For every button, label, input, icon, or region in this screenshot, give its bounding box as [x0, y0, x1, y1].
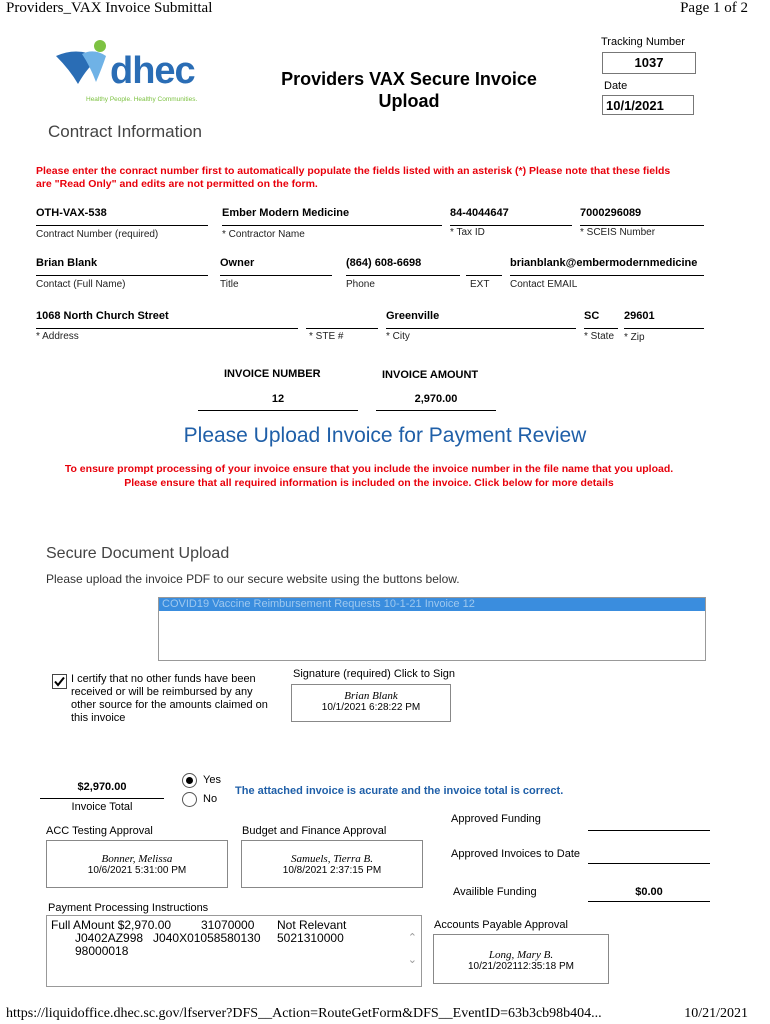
- ap-approval-label: Accounts Payable Approval: [434, 919, 568, 931]
- ste-field: [306, 310, 378, 329]
- accuracy-statement: The attached invoice is acurate and the invoice total is correct.: [235, 785, 564, 797]
- dhec-logo: [48, 36, 212, 108]
- available-funding-label: Availible Funding: [453, 886, 537, 898]
- contractor-name-field: Ember Modern Medicine: [222, 207, 442, 226]
- payment-line1-amount: Full AMount $2,970.00: [51, 918, 172, 932]
- payment-line1-note: Not Relevant: [277, 918, 347, 932]
- phone-field[interactable]: (864) 608-6698: [346, 257, 460, 276]
- payment-line2-codes: J0402AZ998 J040X01058580130: [75, 931, 261, 945]
- available-funding-field: $0.00: [588, 886, 710, 902]
- contract-number-field[interactable]: OTH-VAX-538: [36, 207, 208, 226]
- uploaded-files-list[interactable]: [158, 597, 706, 661]
- address-field: 1068 North Church Street: [36, 310, 298, 329]
- logo-tagline: Healthy People. Healthy Communities.: [86, 96, 198, 103]
- uploaded-file-item[interactable]: COVID19 Vaccine Reimbursement Requests 10-1-21 Invoice 12: [159, 598, 705, 611]
- signature-name: Brian Blank: [344, 690, 398, 702]
- sceis-number-field: 7000296089: [580, 207, 704, 226]
- contact-name-label: Contact (Full Name): [36, 279, 126, 290]
- certify-checkbox[interactable]: [52, 674, 67, 689]
- approved-funding-field: [588, 815, 710, 831]
- invoice-total-label: Invoice Total: [71, 801, 133, 813]
- phone-label: Phone: [346, 279, 375, 290]
- ext-label: EXT: [470, 279, 490, 290]
- radio-dot: [186, 777, 193, 784]
- payment-line2-code: 5021310000: [277, 931, 344, 945]
- budget-approver-name: Samuels, Tierra B.: [291, 853, 373, 865]
- contract-number-label: Contract Number (required): [36, 229, 159, 240]
- sceis-number-label: * SCEIS Number: [580, 227, 656, 238]
- no-radio-label: No: [203, 793, 218, 805]
- acc-approval-box[interactable]: [46, 840, 228, 888]
- logo-wordmark: dhec: [110, 50, 195, 92]
- state-field: SC: [584, 310, 618, 329]
- payment-processing-textarea[interactable]: [46, 915, 422, 987]
- contract-notice: Please enter the conract number first to automatically populate the fields listed with an asterisk (*) Please note that these fields are "Read Only" and edits are not permitted on the form.: [36, 165, 671, 190]
- signature-box[interactable]: [291, 684, 451, 722]
- payment-line3-code: 98000018: [75, 944, 129, 958]
- ap-approver-name: Long, Mary B.: [488, 949, 554, 961]
- no-radio[interactable]: [182, 792, 197, 807]
- form-title: [250, 68, 568, 112]
- upload-notice-line2[interactable]: Please ensure that all required information is included on the invoice. Click below for more details: [124, 477, 614, 489]
- tax-id-field: 84-4044647: [450, 207, 572, 226]
- payment-line1-code: 31070000: [201, 918, 255, 932]
- yes-radio[interactable]: [182, 773, 197, 788]
- address-label: * Address: [36, 331, 79, 342]
- approved-funding-label: Approved Funding: [451, 813, 541, 825]
- invoice-total-field: $2,970.00: [40, 781, 164, 799]
- secure-upload-heading: Secure Document Upload: [46, 545, 230, 562]
- tracking-number-field: 1037: [602, 52, 696, 74]
- page-indicator: Page 1 of 2: [680, 0, 748, 16]
- title-field[interactable]: Owner: [220, 257, 332, 276]
- contract-information-heading: Contract Information: [48, 122, 203, 141]
- invoice-number-label: INVOICE NUMBER: [224, 368, 321, 380]
- approved-to-date-field: [588, 848, 710, 864]
- contact-name-field[interactable]: Brian Blank: [36, 257, 208, 276]
- ap-approval-date: 10/21/202112:35:18 PM: [467, 961, 574, 972]
- footer-date: 10/21/2021: [684, 1006, 748, 1021]
- contact-email-label: Contact EMAIL: [510, 279, 578, 290]
- document-title: Providers_VAX Invoice Submittal: [6, 0, 213, 16]
- acc-approval-date: 10/6/2021 5:31:00 PM: [87, 865, 187, 876]
- acc-approval-label: ACC Testing Approval: [46, 825, 153, 837]
- upload-heading: Please Upload Invoice for Payment Review: [183, 424, 587, 447]
- state-label: * State: [584, 331, 615, 342]
- tax-id-label: * Tax ID: [450, 227, 485, 238]
- invoice-number-field[interactable]: 12: [198, 393, 358, 411]
- ext-field[interactable]: [466, 257, 502, 276]
- ap-approval-box[interactable]: [433, 934, 609, 984]
- footer-url: https://liquidoffice.dhec.sc.gov/lfserver?DFS__Action=RouteGetForm&DFS__EventID=63b3cb98b404...: [6, 1006, 602, 1021]
- date-label: Date: [604, 80, 628, 92]
- acc-approver-name: Bonner, Melissa: [101, 853, 173, 865]
- payment-processing-label: Payment Processing Instructions: [48, 902, 209, 914]
- checkmark-icon: [53, 675, 66, 688]
- signature-date: 10/1/2021 6:28:22 PM: [321, 702, 421, 713]
- date-field: 10/1/2021: [602, 95, 694, 115]
- title-label: Title: [220, 279, 239, 290]
- approved-to-date-label: Approved Invoices to Date: [451, 848, 581, 860]
- invoice-amount-field[interactable]: 2,970.00: [376, 393, 496, 411]
- secure-upload-instruction: Please upload the invoice PDF to our secure website using the buttons below.: [46, 572, 460, 586]
- form-title-line2: Upload: [378, 91, 440, 111]
- signature-label: Signature (required) Click to Sign: [293, 668, 456, 680]
- budget-approval-box[interactable]: [241, 840, 423, 888]
- ste-label: * STE #: [309, 331, 344, 342]
- city-field: Greenville: [386, 310, 576, 329]
- scroll-down-icon[interactable]: ⌄: [407, 954, 417, 966]
- contractor-name-label: * Contractor Name: [222, 229, 305, 240]
- budget-approval-date: 10/8/2021 2:37:15 PM: [282, 865, 382, 876]
- form-title-line1: Providers VAX Secure Invoice: [281, 69, 537, 89]
- certify-text: I certify that no other funds have been received or will be reimbursed by any other source for the amounts claimed on this invoice: [71, 673, 268, 724]
- zip-label: * Zip: [624, 332, 645, 343]
- upload-notice-line1: To ensure prompt processing of your invoice ensure that you include the invoice number in the file name that you upload.: [64, 463, 674, 475]
- tracking-number-label: Tracking Number: [601, 36, 685, 48]
- contact-email-field[interactable]: brianblank@embermodernmedicine: [510, 257, 704, 276]
- budget-approval-label: Budget and Finance Approval: [242, 825, 387, 837]
- yes-radio-label: Yes: [203, 774, 221, 786]
- zip-field: 29601: [624, 310, 704, 329]
- city-label: * City: [386, 331, 410, 342]
- scroll-up-icon[interactable]: ⌃: [407, 932, 417, 944]
- invoice-amount-label: INVOICE AMOUNT: [382, 369, 479, 381]
